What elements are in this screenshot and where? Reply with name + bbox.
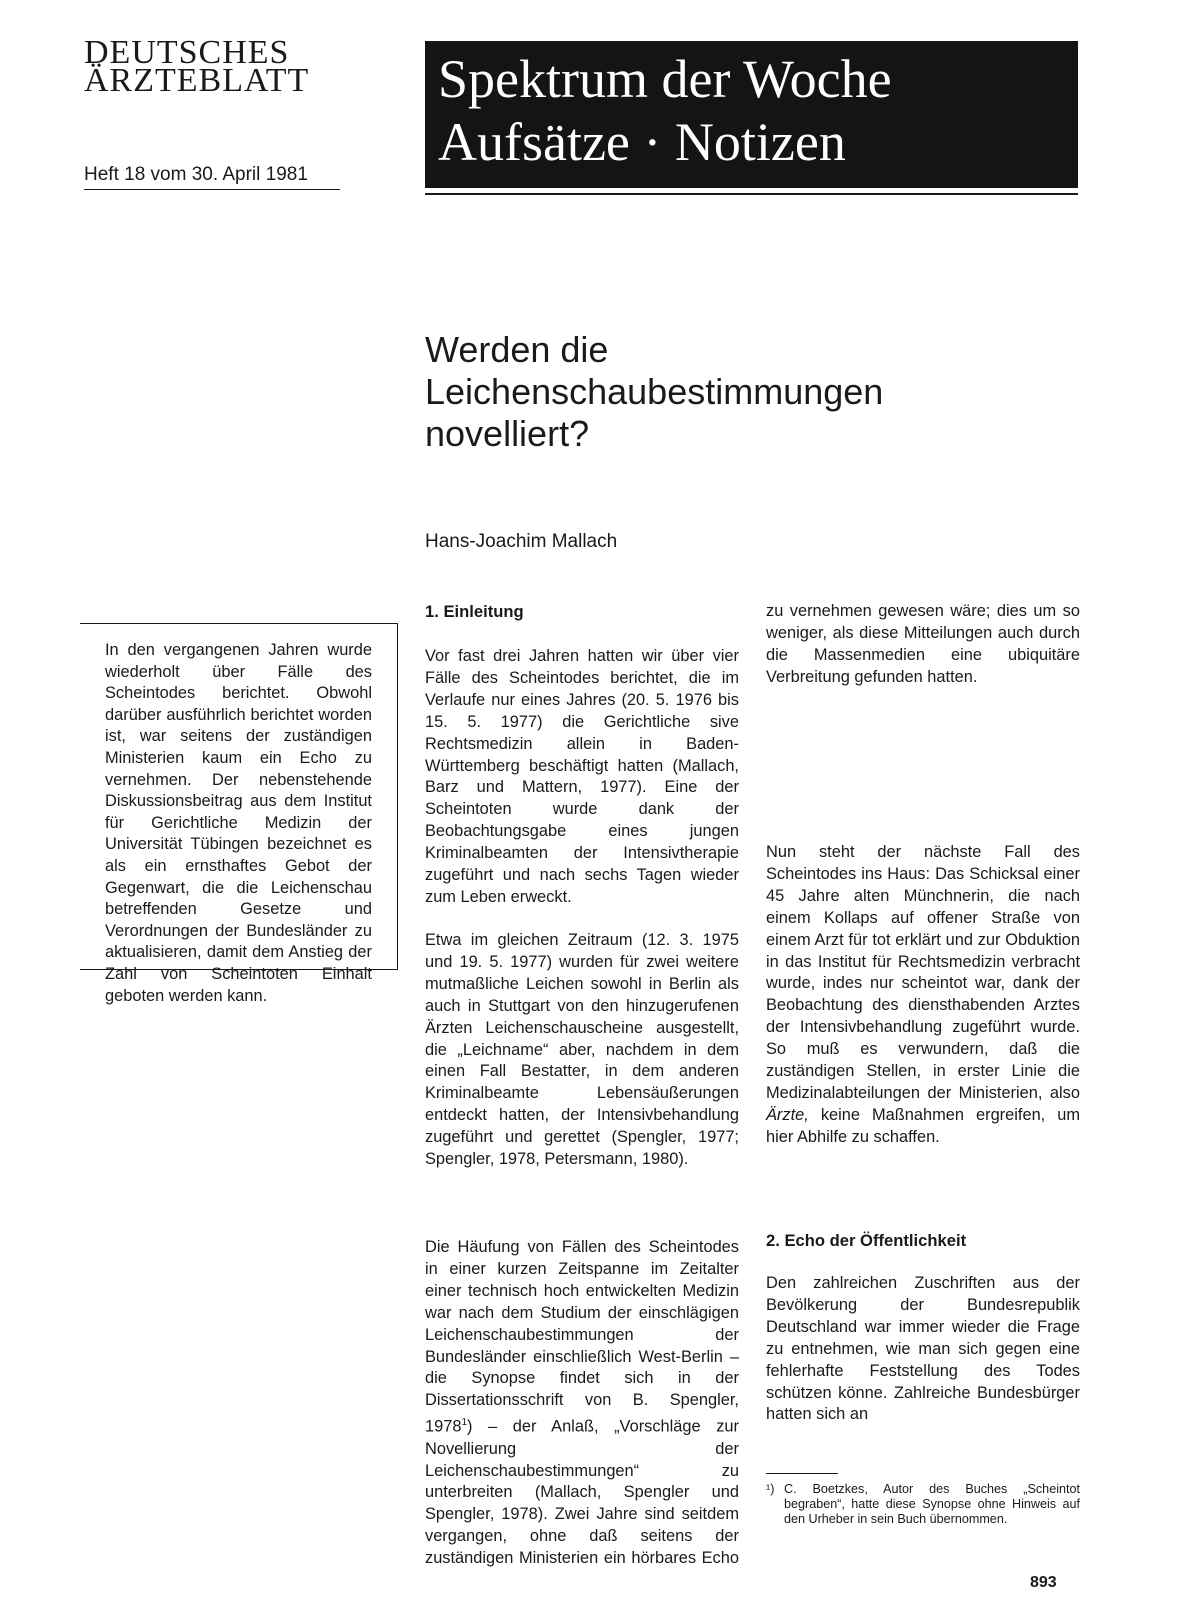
paragraph-4-text-a: Nun steht der nächste Fall des Scheintodes ins Haus: Das Schicksal einer 45 Jahre alten Münchnerin, die nach einem Kollaps auf offener Straße von einem Arzt für tot erklärt und zur Obduktion in das Institut für Rechtsmedizin verbracht wurde, indes nur scheintot war, dank der Beobachtung des diensthabenden Arztes der Intensivbehandlung zugeführt wurde. So muß es verwundern, daß die zuständigen Stellen, in erster Linie die Medizinalabteilungen der Ministerien, also [766,843,1080,1102]
footnote [766,1482,1080,1527]
paragraph-5-text: Den zahlreichen Zuschriften aus der Bevölkerung der Bundesrepublik Deutschland war immer wieder die Frage zu entnehmen, wie man sich gegen eine fehlerhafte Feststellung des Todes schützen könne. Zahlreiche Bundesbürger hatten sich an [766,1274,1080,1424]
footnote-marker: ¹) [766,1482,775,1496]
section-heading-echo: 2. Echo der Öffentlichkeit [766,1231,967,1250]
paragraph-2-text: Etwa im gleichen Zeitraum (12. 3. 1975 und 19. 5. 1977) wurden für zwei weitere mutmaßliche Leichen sowohl in Berlin als auch in Stuttgart von den hinzugerufenen Ärzten Leichenschauscheine ausgestellt, die „Leichname“ aber, nachdem in dem einen Fall Bestatter, in dem anderen Kriminalbeamte Lebensäußerungen entdeckt hatten, der Intensivbehandlung zugeführt und gerettet (Spengler, 1977; Spengler, 1978, Petersmann, 1980). [425,931,739,1169]
article-title-line2: Leichenschaubestimmungen [425,371,884,412]
paragraph-5 [766,1273,1080,1426]
banner-rule [425,193,1078,195]
abstract-box-top [80,623,398,624]
paragraph-2 [425,930,739,1171]
paragraph-3-continued [766,602,1080,822]
section-heading-einleitung: 1. Einleitung [425,602,524,621]
page-number: 893 [1030,1574,1057,1591]
paragraph-4-emphasis: Ärzte, [766,1105,809,1124]
paragraph-3 [425,1237,739,1571]
abstract-text: In den vergangenen Jahren wurde wiederholt über Fälle des Scheintodes berichtet. Obwohl darüber ausführlich berichtet worden ist, war seitens der zuständigen Ministerien kaum ein Echo zu vernehmen. Der nebenstehende Diskussionsbeitrag aus dem Institut für Gerichtliche Medizin der Universität Tübingen bezeichnet es als ein ernsthaftes Gebot der Gegenwart, die die Leichenschau betreffenden Gesetze und Verordnungen der Bundesländer zu aktualisieren, damit dem Anstieg der Zahl von Scheintoten Einhalt geboten werden kann. [105,641,372,1005]
issue-date: Heft 18 vom 30. April 1981 [84,164,308,185]
issue-rule [84,189,340,190]
journal-name-line2: ÄRZTEBLATT [84,62,310,99]
author: Hans-Joachim Mallach [425,531,618,552]
paragraph-1 [425,646,739,909]
abstract-box-right [397,623,398,970]
footnote-ref: 1 [461,1417,468,1429]
journal-name-line1: DEUTSCHES [84,34,290,71]
paragraph-1-text: Vor fast drei Jahren hatten wir über vier Fälle des Scheintodes berichtet, die im Verlaufe nur eines Jahres (20. 5. 1976 bis 15. 5. 1977) die Gerichtliche sive Rechtsmedizin allein in Baden-Württemberg beschäftigt hatten (Mallach, Barz und Mattern, 1977). Eine der Scheintoten wurde dank der Beobachtungsgabe eines jungen Kriminalbeamten der Intensivtherapie zugeführt und nach sechs Tagen wieder zum Leben erweckt. [425,647,739,906]
banner-title-line2: Aufsätze · Notizen [438,112,846,172]
banner-title-line1: Spektrum der Woche [438,49,892,109]
paragraph-4 [766,842,1080,1149]
paragraph-3-text-a: Die Häufung von Fällen des Scheintodes in einer kurzen Zeitspanne im Zeitalter einer technisch hoch entwickelten Medizin war nach dem Studium der einschlägigen Leichenschaubestimmungen der Bundesländer einschließlich West-Berlin – die Synopse findet sich in der Dissertationsschrift von B. Spengler, 1978 [425,1238,739,1436]
paragraph-3-cont-text-b: zu vernehmen gewesen wäre; dies um so weniger, als diese Mitteilungen auch durch die Massenmedien eine ubiquitäre Verbreitung gefunden hatten. [766,602,1080,686]
paragraph-4-text-b: keine Maßnahmen ergreifen, um hier Abhilfe zu schaffen. [766,1105,1080,1146]
article-title-line1: Werden die [425,329,609,370]
paragraph-3-text-b: ) – der Anlaß, „Vorschläge zur Novellierung der Leichenschaubestimmungen“ zu unterbreiten (Mallach, Spengler und Spengler, 1978). Zwei Jahre sind seitdem vergangen, ohne daß seitens der zuständigen Ministerien ein hörbares Echo [425,1417,739,1568]
article-title-line3: novelliert? [425,413,590,454]
footnote-text: C. Boetzkes, Autor des Buches „Scheintot begraben“, hatte diese Synopse ohne Hinweis auf den Urheber in sein Buch übernommen. [784,1482,1080,1526]
footnote-rule [766,1473,838,1474]
